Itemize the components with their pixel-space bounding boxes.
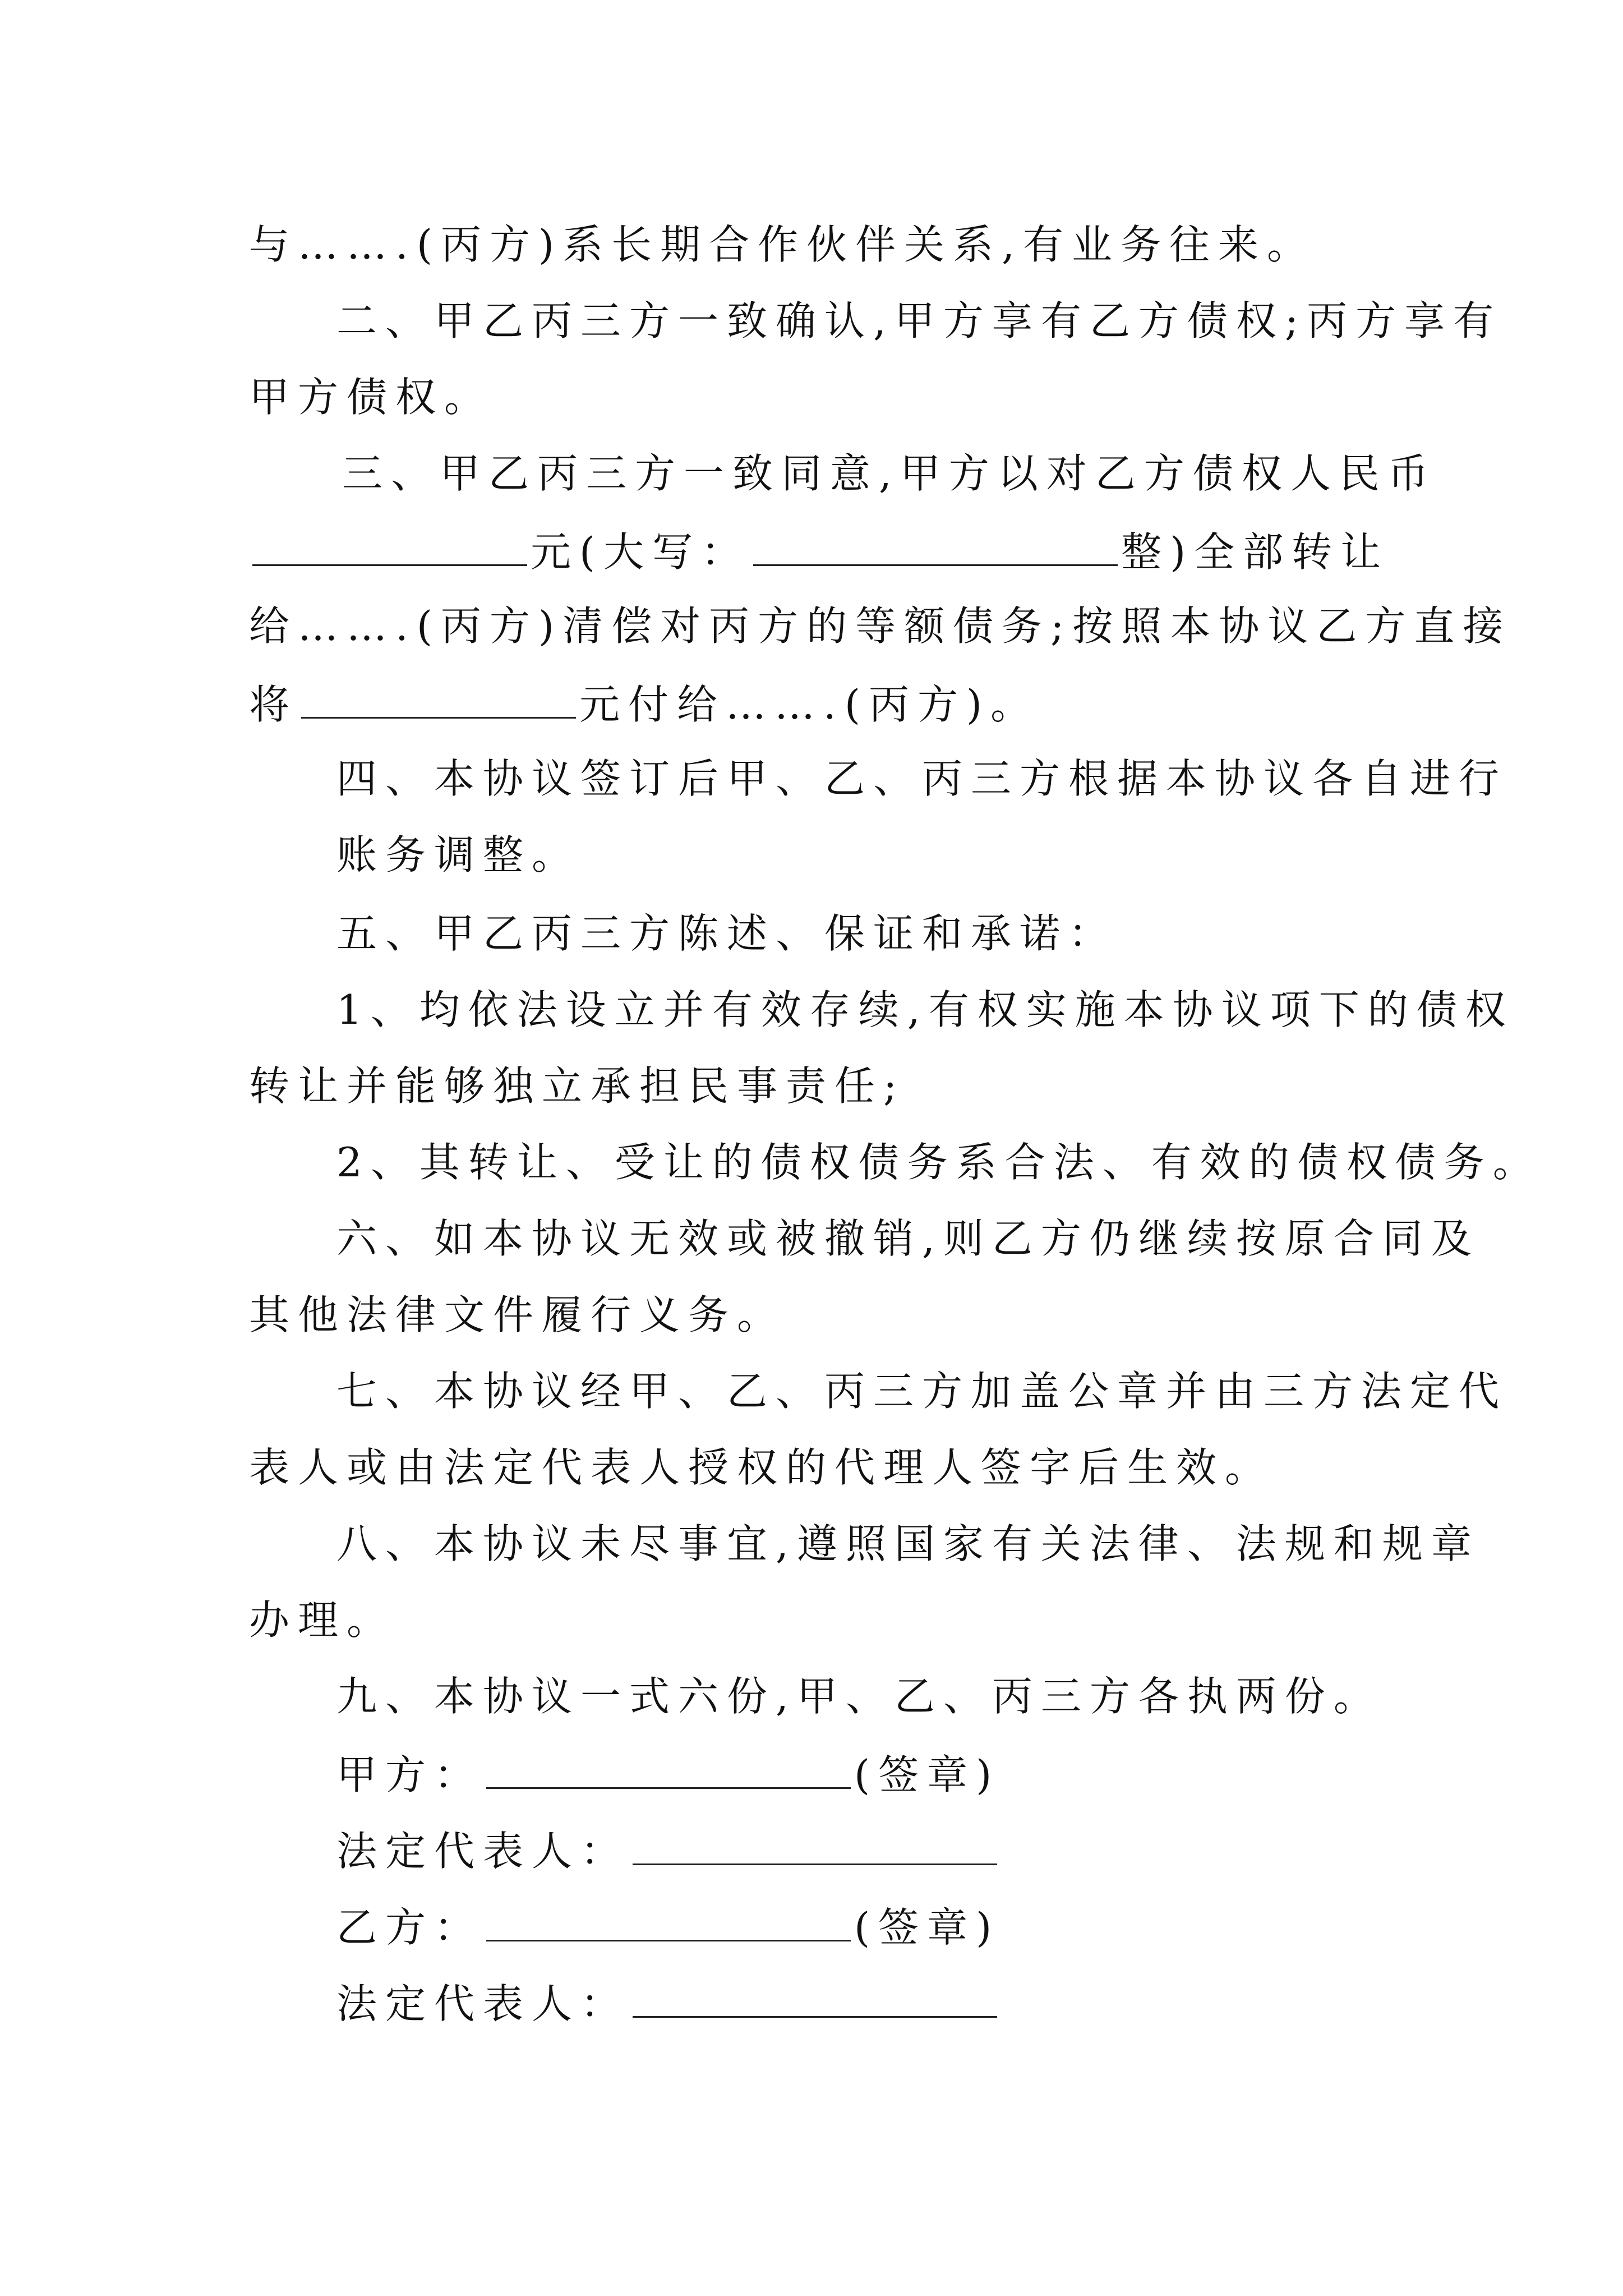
text-line: 表人或由法定代表人授权的代理人签字后生效。 <box>249 1444 1274 1491</box>
text-fragment: 将 <box>249 681 298 728</box>
text-line: 其他法律文件履行义务。 <box>249 1291 786 1338</box>
party-b-row <box>336 1897 1000 1953</box>
rep-a-row <box>336 1821 1000 1877</box>
legal-representative-label: 法定代表人： <box>336 1828 630 1875</box>
seal-label: (签章) <box>854 1904 1000 1951</box>
legal-representative-label: 法定代表人： <box>336 1980 630 2027</box>
amount-blank <box>252 522 527 566</box>
text-line: 账务调整。 <box>336 831 581 878</box>
text-fragment: 元付给…….(丙方)。 <box>579 681 1040 728</box>
rep-b-signature-blank <box>633 1973 997 2018</box>
amount-words-blank <box>753 522 1118 566</box>
text-fragment: 元(大写： <box>531 528 750 576</box>
payment-blank <box>301 674 576 719</box>
clause-two: 二、甲乙丙三方一致确认,甲方享有乙方债权;丙方享有 <box>336 297 1502 344</box>
text-line: 与…….(丙方)系长期合作伙伴关系,有业务往来。 <box>249 221 1316 268</box>
text-line: 甲方债权。 <box>249 374 494 421</box>
item-one: 1、均依法设立并有效存续,有权实施本协议项下的债权 <box>336 986 1514 1033</box>
clause-three: 三、甲乙丙三方一致同意,甲方以对乙方债权人民币 <box>342 450 1437 497</box>
text-line: 办理。 <box>249 1596 396 1644</box>
amount-line <box>249 522 1389 578</box>
item-two: 2、其转让、受让的债权债务系合法、有效的债权债务。 <box>336 1139 1542 1186</box>
party-a-label: 甲方： <box>336 1751 483 1798</box>
seal-label: (签章) <box>854 1751 1000 1798</box>
rep-a-signature-blank <box>633 1821 997 1865</box>
clause-seven: 七、本协议经甲、乙、丙三方加盖公章并由三方法定代 <box>336 1368 1508 1415</box>
text-fragment: 整)全部转让 <box>1121 528 1390 576</box>
text-line: 给…….(丙方)清偿对丙方的等额债务;按照本协议乙方直接 <box>249 602 1512 650</box>
party-b-label: 乙方： <box>336 1904 483 1951</box>
clause-four: 四、本协议签订后甲、乙、丙三方根据本协议各自进行 <box>336 755 1508 802</box>
party-a-signature-blank <box>486 1745 851 1789</box>
clause-six: 六、如本协议无效或被撤销,则乙方仍继续按原合同及 <box>336 1215 1480 1262</box>
party-b-signature-blank <box>486 1897 851 1941</box>
party-a-row <box>336 1745 1000 1801</box>
payment-line <box>249 674 1039 730</box>
rep-b-row <box>336 1973 1000 2030</box>
text-line: 转让并能够独立承担民事责任; <box>249 1062 906 1110</box>
clause-five: 五、甲乙丙三方陈述、保证和承诺： <box>336 910 1118 957</box>
clause-eight: 八、本协议未尽事宜,遵照国家有关法律、法规和规章 <box>336 1520 1480 1567</box>
clause-nine: 九、本协议一式六份,甲、乙、丙三方各执两份。 <box>336 1673 1382 1720</box>
